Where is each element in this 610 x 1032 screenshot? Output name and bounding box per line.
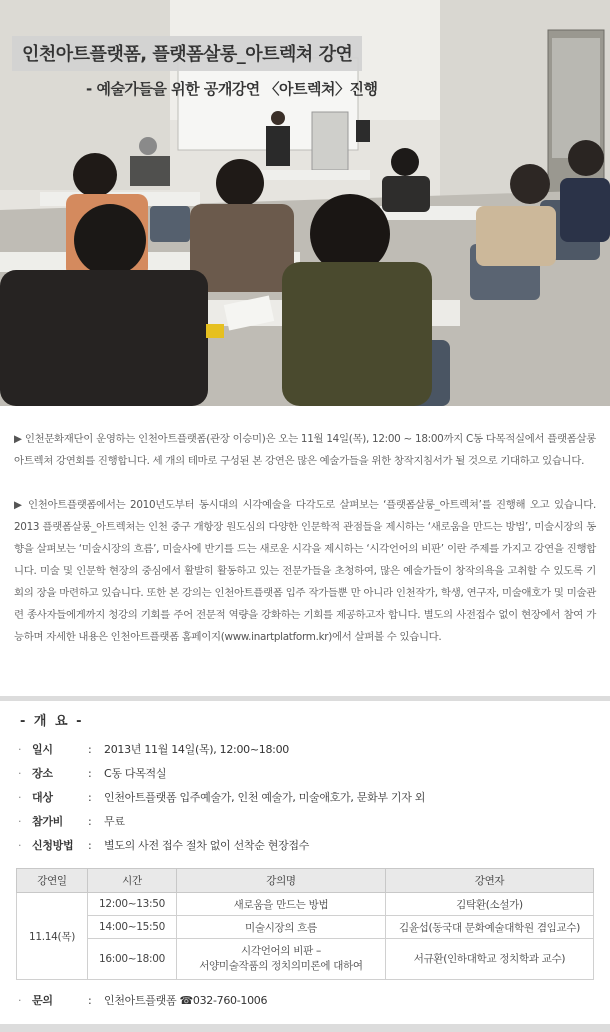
bullet: · [18,993,22,1007]
colon: : [88,742,92,756]
section-divider-bottom [0,1024,610,1032]
overview-label: 일시 [32,743,53,756]
col-header-speaker: 강연자 [386,869,594,893]
page-title: 인천아트플랫폼, 플랫폼살롱_아트렉쳐 강연 [22,44,353,65]
overview-label: 대상 [32,791,53,804]
overview-value: 무료 [104,815,125,828]
colon: : [88,993,92,1007]
colon: : [88,790,92,804]
overview-item-audience [18,785,598,809]
table-row [17,916,594,939]
overview-item-date [18,737,598,761]
overview-item-fee [18,809,598,833]
schedule-table [16,868,594,980]
table-row [17,893,594,916]
cell-title-line1: 시각언어의 비판 – [241,945,321,957]
overview-value: C동 다목적실 [104,767,167,780]
cell-title: 미술시장의 흐름 [177,916,386,939]
bullet: · [18,790,22,804]
colon: : [88,838,92,852]
col-header-title: 강의명 [177,869,386,893]
bullet: · [18,838,22,852]
overview-value: 인천아트플랫폼 입주예술가, 인천 예술가, 미술애호가, 문화부 기자 외 [104,791,426,804]
overview-item-venue [18,761,598,785]
table-row [17,939,594,980]
cell-speaker: 서규환(인하대학교 정치학과 교수) [386,939,594,980]
overview-item-contact [18,988,267,1012]
paragraph-detail: ▶ 인천아트플랫폼에서는 2010년도부터 동시대의 시각예술을 다각도로 살펴보는 ‘플랫폼살롱_아트렉쳐’를 진행해 오고 있습니다. 2013 플랫폼살롱_아트렉쳐는 인천 중구 개항장 원도심의 다양한 인문학적 관점들을 제시하는 ‘새로움을 만드는 방법’, 미술시장의 동향을 살펴보는 ‘미술시장의 흐름’, 미술사에 반기를 드는 새로운 시각을 제시하는 ‘시각언어의 비판’ 이란 주제를 가지고 강연을 진행합니다. 미술 및 인문학 현장의 중심에서 활발히 활동하고 있는 전문가들을 초청하여, 많은 예술가들이 창작의욕을 고취할 수 있도록 기회의 장을 마련하고 있습니다. 또한 본 강의는 인천아트플랫폼 입주 작가들뿐 만 아니라 인천작가, 학생, 연구자, 미술애호가 및 미술관련 종사자들에게까지 청강의 기회를 주어 전문적 역량을 강화하는 기회를 제공하고자 합니다. 별도의 사전접수 없이 현장에서 참여 가능하며 자세한 내용은 인천아트플랫폼 홈페이지(www.inartplatform.kr)에서 살펴볼 수 있습니다. [14,499,596,643]
cell-title-line2: 서양미술작품의 정치의미론에 대하여 [199,960,363,972]
overview-value: 별도의 사전 접수 절차 없이 선착순 현장접수 [104,839,310,852]
overview-label: 신청방법 [32,839,74,852]
overview-value: 2013년 11월 14일(목), 12:00~18:00 [104,743,289,756]
cell-speaker: 김탁환(소설가) [386,893,594,916]
overview-item-registration [18,833,598,857]
cell-time: 16:00~18:00 [88,939,177,980]
paragraph-intro: ▶ 인천문화재단이 운영하는 인천아트플랫폼(관장 이승미)은 오는 11월 14일(목), 12:00 ~ 18:00까지 C동 다목적실에서 플랫폼살롱 아트렉쳐 강연회를 진행합니다. 세 개의 테마로 구성된 본 강연은 많은 예술가들을 위한 창작지침서가 될 것으로 기대하고 있습니다. [14,433,596,467]
page-subtitle: - 예술가들을 위한 공개강연 〈아트렉쳐〉진행 [86,80,378,98]
section-divider-top [0,696,610,701]
cell-title: 새로움을 만드는 방법 [177,893,386,916]
cell-speaker: 김윤섭(동국대 문화예술대학원 겸임교수) [386,916,594,939]
overview-label: 문의 [32,994,53,1007]
col-header-time: 시간 [88,869,177,893]
bullet: · [18,814,22,828]
cell-time: 14:00~15:50 [88,916,177,939]
cell-time: 12:00~13:50 [88,893,177,916]
colon: : [88,766,92,780]
col-header-date: 강연일 [17,869,88,893]
overview-heading: - 개 요 - [20,714,84,729]
table-header-row [17,869,594,893]
overview-label: 참가비 [32,815,63,828]
colon: : [88,814,92,828]
bullet: · [18,742,22,756]
overview-list [18,737,598,857]
article-body [14,428,596,670]
cell-title [177,939,386,980]
overview-label: 장소 [32,767,53,780]
hero-photo [0,0,610,406]
bullet: · [18,766,22,780]
contact-value: 인천아트플랫폼 ☎032-760-1006 [104,994,268,1007]
cell-date: 11.14(목) [17,893,88,980]
title-band [12,36,362,71]
